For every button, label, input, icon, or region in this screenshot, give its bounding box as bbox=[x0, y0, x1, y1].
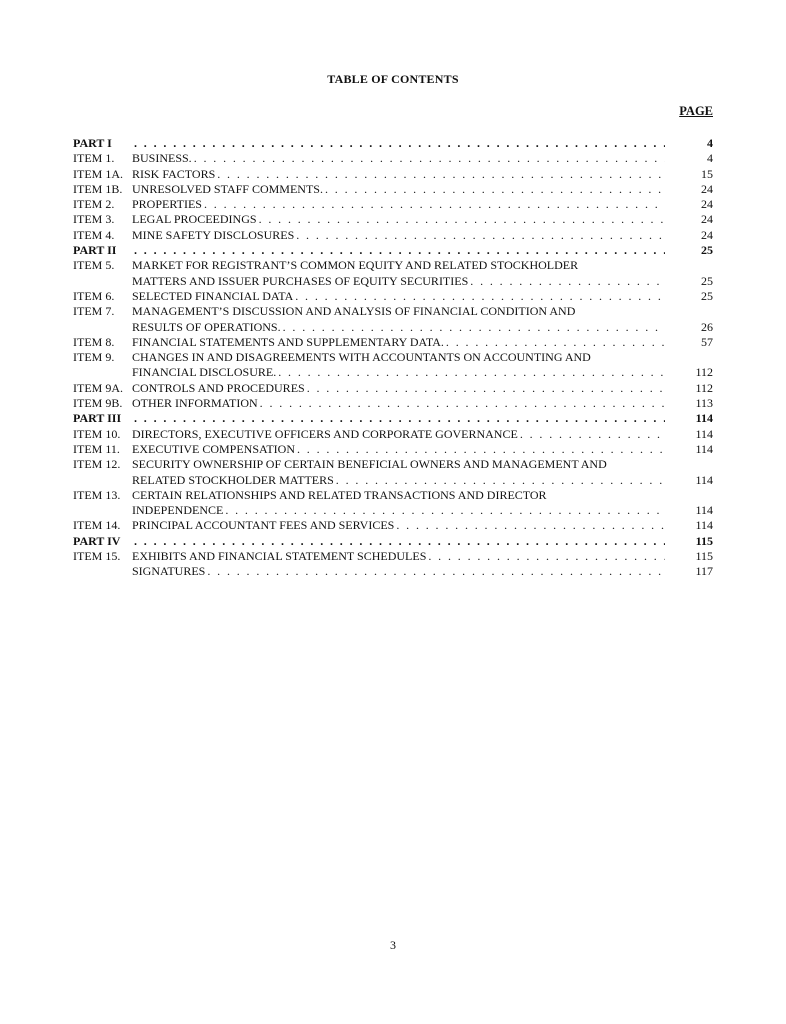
toc-title-wrap bbox=[132, 243, 667, 258]
toc-item-number: PART I bbox=[73, 136, 112, 150]
toc-page-number: 112 bbox=[695, 365, 713, 380]
toc-entry-line bbox=[73, 534, 713, 549]
toc-title-wrap bbox=[132, 518, 667, 533]
toc-entry-line bbox=[73, 381, 713, 396]
toc-title-wrap bbox=[132, 365, 667, 380]
toc-item-number: ITEM 13. bbox=[73, 487, 121, 502]
toc-title-wrap bbox=[132, 473, 667, 488]
toc-item-title: MARKET FOR REGISTRANT’S COMMON EQUITY AND RELATED STOCKHOLDER bbox=[132, 258, 579, 273]
toc-title-wrap bbox=[132, 151, 667, 166]
toc-entry-line bbox=[73, 365, 713, 380]
toc-entry-line bbox=[73, 274, 713, 289]
toc-item-number: PART II bbox=[73, 243, 117, 258]
dot-leader bbox=[428, 549, 665, 564]
toc-item-number: ITEM 1B. bbox=[73, 181, 123, 196]
toc-entry-line bbox=[73, 473, 713, 488]
toc-entry-line bbox=[73, 197, 713, 212]
toc-title-wrap bbox=[132, 289, 667, 304]
toc-item-title: RESULTS OF OPERATIONS. bbox=[132, 319, 281, 334]
toc-item-number: ITEM 7. bbox=[73, 304, 115, 319]
toc-title-wrap bbox=[132, 136, 667, 151]
toc-page-number: 114 bbox=[695, 441, 713, 456]
toc-entry-line bbox=[73, 350, 713, 365]
toc-page-number: 24 bbox=[701, 181, 713, 196]
toc-page-number: 4 bbox=[707, 136, 713, 150]
toc-title-wrap bbox=[132, 258, 667, 273]
toc-item-number: ITEM 1A. bbox=[73, 166, 123, 181]
toc-title-wrap bbox=[132, 381, 667, 396]
toc-entry-line bbox=[73, 212, 713, 227]
dot-leader bbox=[278, 365, 665, 380]
toc-item-number: ITEM 3. bbox=[73, 212, 115, 227]
toc-item-number: ITEM 11. bbox=[73, 441, 120, 456]
toc-entry-line bbox=[73, 182, 713, 197]
toc-item-number: PART III bbox=[73, 411, 122, 426]
toc-title-wrap bbox=[132, 304, 667, 319]
toc-item-number: ITEM 6. bbox=[73, 288, 115, 303]
toc-item-number: ITEM 10. bbox=[73, 426, 121, 441]
toc-page-number: 26 bbox=[701, 319, 713, 334]
page-column-header: PAGE bbox=[679, 104, 713, 118]
toc-item-title: EXECUTIVE COMPENSATION bbox=[132, 441, 295, 456]
toc-entry-line bbox=[73, 320, 713, 335]
toc-entry-line bbox=[73, 427, 713, 442]
toc-page-number: 112 bbox=[695, 380, 713, 395]
toc-item-number: ITEM 14. bbox=[73, 518, 121, 533]
toc-title-wrap bbox=[132, 442, 667, 457]
toc-title-wrap bbox=[132, 182, 667, 197]
table-of-contents bbox=[73, 136, 713, 580]
toc-item-title: PROPERTIES bbox=[132, 197, 202, 212]
toc-item-title: CERTAIN RELATIONSHIPS AND RELATED TRANSACTIONS AND DIRECTOR bbox=[132, 487, 547, 502]
toc-item-title: SECURITY OWNERSHIP OF CERTAIN BENEFICIAL OWNERS AND MANAGEMENT AND bbox=[132, 457, 607, 472]
toc-item-number: ITEM 4. bbox=[73, 227, 115, 242]
dot-leader bbox=[260, 396, 665, 411]
toc-title-wrap bbox=[132, 549, 667, 564]
toc-title-wrap bbox=[132, 197, 667, 212]
toc-item-number: ITEM 9. bbox=[73, 350, 115, 365]
dot-leader bbox=[446, 335, 665, 350]
toc-entry-line bbox=[73, 564, 713, 579]
toc-item-title: PRINCIPAL ACCOUNTANT FEES AND SERVICES bbox=[132, 518, 395, 533]
toc-page-number: 25 bbox=[701, 243, 713, 258]
dot-leader bbox=[217, 167, 665, 182]
toc-title-wrap bbox=[132, 411, 667, 426]
toc-title-wrap bbox=[132, 564, 667, 579]
toc-page-number: 115 bbox=[695, 533, 713, 548]
toc-item-number: PART IV bbox=[73, 533, 121, 548]
toc-page-number: 114 bbox=[695, 518, 713, 533]
toc-page-number: 24 bbox=[701, 212, 713, 227]
toc-entry-line bbox=[73, 258, 713, 273]
toc-item-number: ITEM 5. bbox=[73, 258, 115, 273]
toc-entry-line bbox=[73, 457, 713, 472]
page-title: TABLE OF CONTENTS bbox=[327, 72, 459, 86]
toc-page-number: 25 bbox=[701, 273, 713, 288]
toc-entry-line bbox=[73, 549, 713, 564]
toc-title-wrap bbox=[132, 457, 667, 472]
toc-page-number: 24 bbox=[701, 227, 713, 242]
toc-title-wrap bbox=[132, 427, 667, 442]
toc-page-number: 57 bbox=[701, 334, 713, 349]
dot-leader bbox=[134, 534, 665, 549]
toc-title-wrap bbox=[132, 534, 667, 549]
dot-leader bbox=[194, 151, 665, 166]
toc-entry-line bbox=[73, 488, 713, 503]
toc-page-number: 25 bbox=[701, 288, 713, 303]
toc-page-number: 114 bbox=[695, 426, 713, 441]
toc-item-number: ITEM 9B. bbox=[73, 396, 123, 411]
toc-page-number: 114 bbox=[695, 411, 713, 426]
toc-title-wrap bbox=[132, 167, 667, 182]
toc-page-number: 113 bbox=[695, 396, 713, 411]
toc-page-number: 4 bbox=[707, 151, 713, 166]
toc-item-number: ITEM 9A. bbox=[73, 380, 123, 395]
toc-title-wrap bbox=[132, 212, 667, 227]
toc-title-wrap bbox=[132, 503, 667, 518]
toc-item-title: OTHER INFORMATION bbox=[132, 396, 258, 411]
toc-item-title: SIGNATURES bbox=[132, 564, 206, 579]
dot-leader bbox=[204, 197, 665, 212]
toc-item-number: ITEM 15. bbox=[73, 549, 121, 564]
toc-entry-line bbox=[73, 396, 713, 411]
toc-entry-line bbox=[73, 304, 713, 319]
toc-item-title: EXHIBITS AND FINANCIAL STATEMENT SCHEDULES bbox=[132, 549, 427, 564]
dot-leader bbox=[520, 427, 665, 442]
toc-title-wrap bbox=[132, 335, 667, 350]
toc-item-title: SELECTED FINANCIAL DATA bbox=[132, 288, 294, 303]
dot-leader bbox=[307, 381, 665, 396]
toc-entry-line bbox=[73, 289, 713, 304]
dot-leader bbox=[470, 274, 665, 289]
toc-item-title: CONTROLS AND PROCEDURES bbox=[132, 380, 305, 395]
dot-leader bbox=[296, 228, 665, 243]
toc-entry-line bbox=[73, 151, 713, 166]
dot-leader bbox=[134, 411, 665, 426]
toc-entry-line bbox=[73, 243, 713, 258]
dot-leader bbox=[295, 289, 665, 304]
toc-title-wrap bbox=[132, 274, 667, 289]
toc-item-title: MINE SAFETY DISCLOSURES bbox=[132, 227, 295, 242]
dot-leader bbox=[396, 518, 665, 533]
toc-item-title: RISK FACTORS bbox=[132, 166, 216, 181]
dot-leader bbox=[336, 473, 665, 488]
dot-leader bbox=[259, 212, 665, 227]
toc-item-title: RELATED STOCKHOLDER MATTERS bbox=[132, 472, 334, 487]
toc-entry-line bbox=[73, 518, 713, 533]
toc-item-title: FINANCIAL STATEMENTS AND SUPPLEMENTARY DATA. bbox=[132, 334, 444, 349]
toc-page-number: 24 bbox=[701, 197, 713, 212]
dot-leader bbox=[225, 503, 665, 518]
dot-leader bbox=[283, 320, 665, 335]
dot-leader bbox=[134, 243, 665, 258]
dot-leader bbox=[325, 182, 665, 197]
toc-title-wrap bbox=[132, 488, 667, 503]
toc-title-wrap bbox=[132, 396, 667, 411]
toc-title-wrap bbox=[132, 228, 667, 243]
toc-entry-line bbox=[73, 167, 713, 182]
toc-entry-line bbox=[73, 335, 713, 350]
toc-page-number: 114 bbox=[695, 472, 713, 487]
dot-leader bbox=[207, 564, 665, 579]
toc-item-number: ITEM 1. bbox=[73, 151, 115, 166]
toc-entry-line bbox=[73, 503, 713, 518]
toc-entry-line bbox=[73, 228, 713, 243]
toc-item-title: LEGAL PROCEEDINGS bbox=[132, 212, 257, 227]
toc-item-number: ITEM 12. bbox=[73, 457, 121, 472]
toc-item-title: MATTERS AND ISSUER PURCHASES OF EQUITY SECURITIES bbox=[132, 273, 469, 288]
dot-leader bbox=[134, 136, 665, 151]
toc-page-number: 15 bbox=[701, 166, 713, 181]
toc-title-wrap bbox=[132, 350, 667, 365]
toc-item-title: MANAGEMENT’S DISCUSSION AND ANALYSIS OF FINANCIAL CONDITION AND bbox=[132, 304, 576, 319]
toc-item-title: INDEPENDENCE bbox=[132, 503, 224, 518]
toc-item-number: ITEM 8. bbox=[73, 334, 115, 349]
dot-leader bbox=[297, 442, 665, 457]
toc-page-number: 117 bbox=[695, 564, 713, 579]
page-number-footer: 3 bbox=[390, 938, 396, 952]
toc-item-title: DIRECTORS, EXECUTIVE OFFICERS AND CORPORATE GOVERNANCE bbox=[132, 426, 518, 441]
toc-page-number: 115 bbox=[695, 549, 713, 564]
toc-item-number: ITEM 2. bbox=[73, 197, 115, 212]
toc-entry-line bbox=[73, 442, 713, 457]
toc-item-title: CHANGES IN AND DISAGREEMENTS WITH ACCOUNTANTS ON ACCOUNTING AND bbox=[132, 350, 591, 365]
toc-page-number: 114 bbox=[695, 503, 713, 518]
toc-item-title: UNRESOLVED STAFF COMMENTS. bbox=[132, 181, 323, 196]
toc-entry-line bbox=[73, 411, 713, 426]
toc-item-title: FINANCIAL DISCLOSURE. bbox=[132, 365, 277, 380]
toc-title-wrap bbox=[132, 320, 667, 335]
toc-entry-line bbox=[73, 136, 713, 151]
toc-item-title: BUSINESS. bbox=[132, 151, 192, 166]
